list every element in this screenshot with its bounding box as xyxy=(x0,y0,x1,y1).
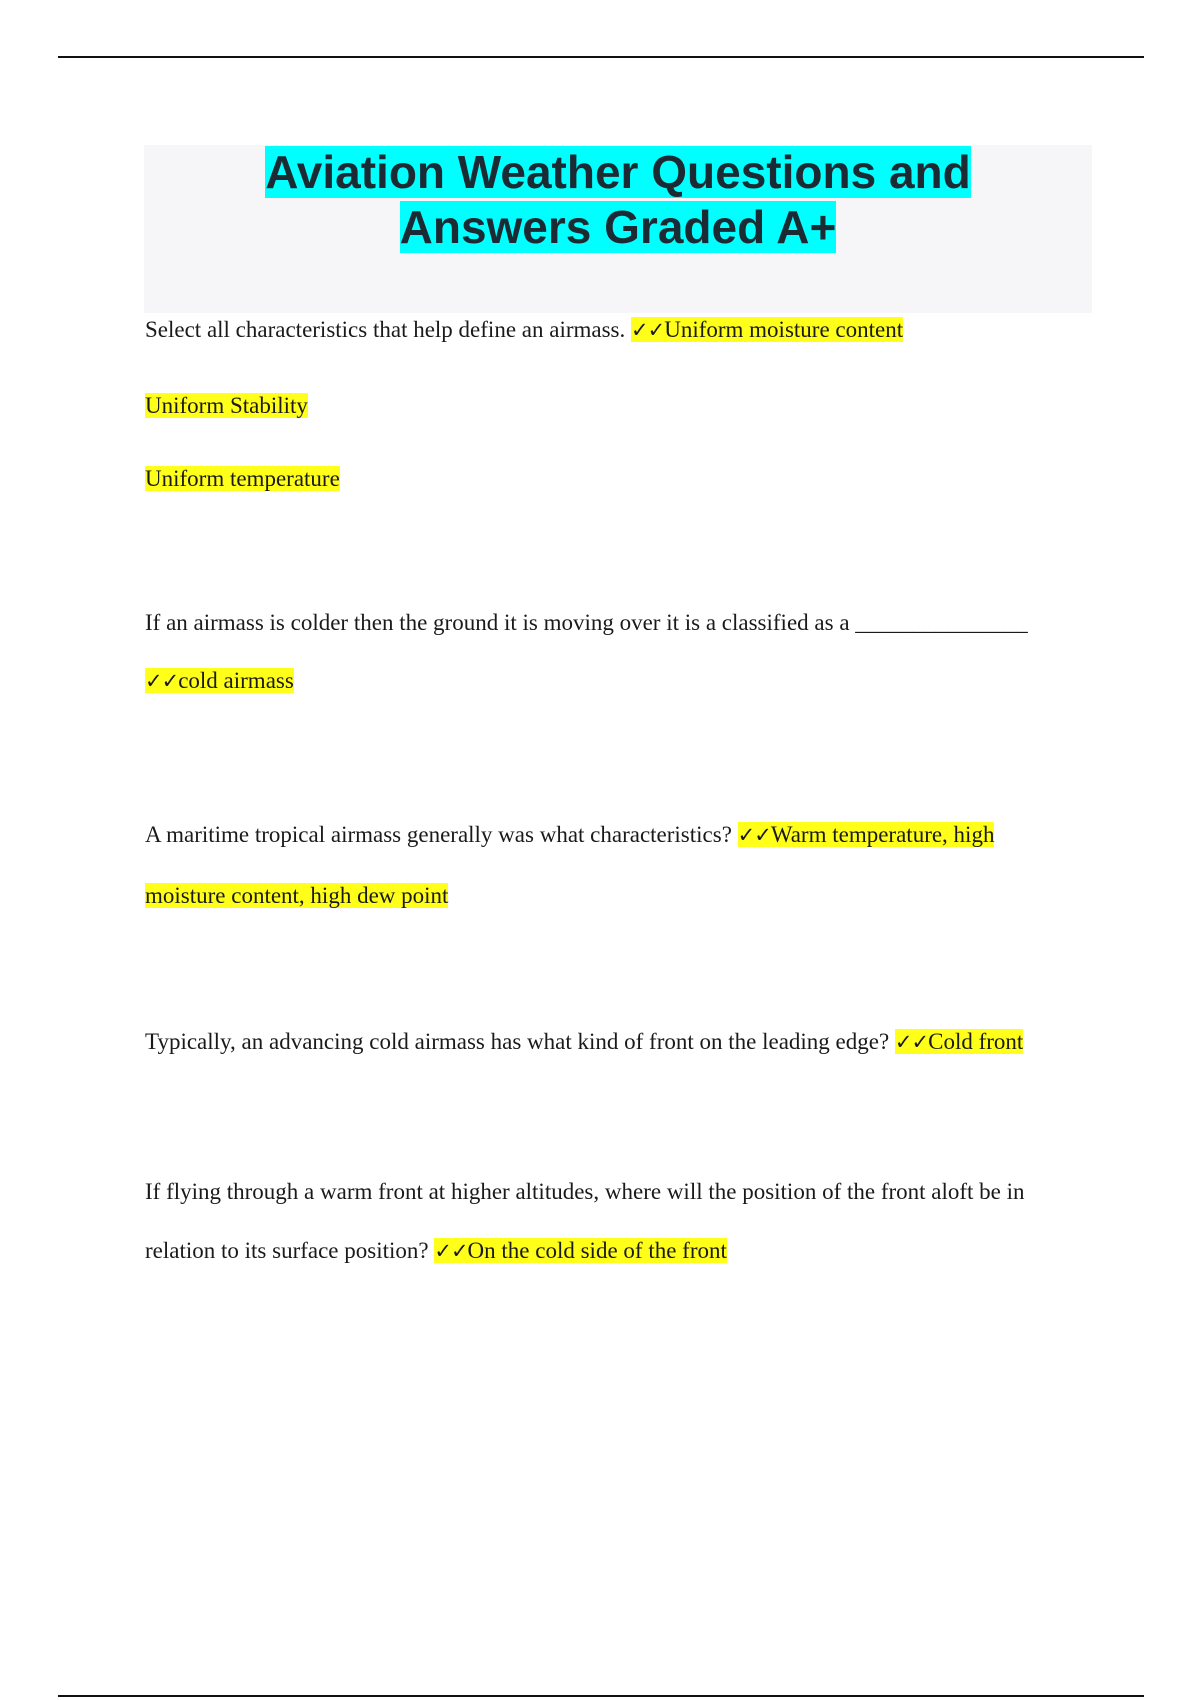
question-2 xyxy=(145,606,1028,640)
footer-rule xyxy=(58,1695,1144,1697)
header-rule xyxy=(58,56,1144,58)
check-icon: ✓✓ xyxy=(894,1030,929,1054)
check-icon: ✓✓ xyxy=(631,318,665,342)
question-2-text: If an airmass is colder then the ground it is moving over it is a classified as a _______________ xyxy=(145,610,1028,635)
question-3-text: A maritime tropical airmass generally was what characteristics? xyxy=(145,822,738,847)
question-5-line-1: If flying through a warm front at higher altitudes, where will the position of the front aloft be in xyxy=(145,1179,1025,1204)
title-banner xyxy=(144,145,1092,313)
question-1-text: Select all characteristics that help define an airmass. xyxy=(145,317,631,342)
question-4 xyxy=(145,1025,1023,1059)
answer-1-line-1: ✓✓Uniform moisture content xyxy=(631,317,904,342)
check-icon: ✓✓ xyxy=(737,823,771,847)
answer-3-line-1: ✓✓Warm temperature, high xyxy=(737,822,995,847)
answer-2: ✓✓cold airmass xyxy=(145,668,294,693)
question-3 xyxy=(145,818,994,852)
answer-5: ✓✓On the cold side of the front xyxy=(434,1238,727,1263)
check-icon: ✓✓ xyxy=(145,669,179,693)
question-1 xyxy=(145,313,903,347)
answer-1-line-3: Uniform temperature xyxy=(145,466,340,491)
answer-1-line-2: Uniform Stability xyxy=(145,393,308,418)
answer-3-line-2: moisture content, high dew point xyxy=(145,883,449,908)
question-5-line-2: relation to its surface position? ✓✓On the cold side of the front xyxy=(145,1238,727,1263)
answer-4: ✓✓Cold front xyxy=(894,1029,1024,1054)
title-line-1: Aviation Weather Questions and xyxy=(265,146,971,198)
question-4-text: Typically, an advancing cold airmass has what kind of front on the leading edge? xyxy=(145,1029,895,1054)
page-title xyxy=(144,145,1092,255)
title-line-2: Answers Graded A+ xyxy=(399,201,837,253)
check-icon: ✓✓ xyxy=(434,1239,468,1263)
